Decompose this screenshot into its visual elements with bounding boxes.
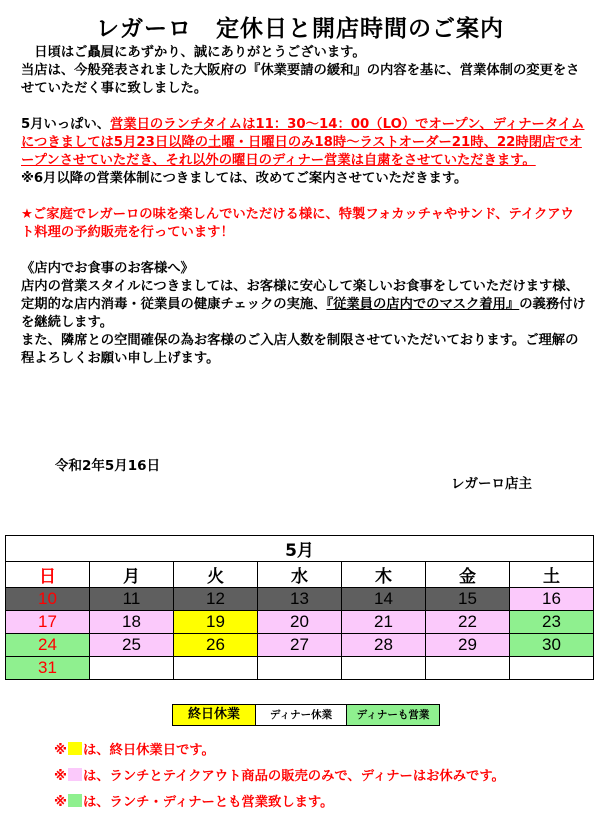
note-full-closed	[54, 738, 505, 764]
day-cell: 17	[6, 611, 90, 634]
weekday-sat: 土	[510, 562, 594, 588]
notice-body	[21, 44, 586, 368]
day-cell	[342, 657, 426, 680]
note-prefix: ※	[54, 795, 67, 810]
day-cell: 18	[90, 611, 174, 634]
day-cell	[426, 657, 510, 680]
owner-signature: レガーロ店主	[451, 476, 532, 492]
day-cell: 26	[174, 634, 258, 657]
yellow-swatch-icon	[68, 742, 82, 755]
legend-full-closed: 終日休業	[173, 705, 256, 725]
day-cell: 15	[426, 588, 510, 611]
day-cell	[174, 657, 258, 680]
note-prefix: ※	[54, 743, 67, 758]
day-cell: 19	[174, 611, 258, 634]
day-cell: 11	[90, 588, 174, 611]
day-cell: 14	[342, 588, 426, 611]
day-cell: 25	[90, 634, 174, 657]
day-cell	[510, 657, 594, 680]
green-swatch-icon	[68, 794, 82, 807]
weekday-tue: 火	[174, 562, 258, 588]
mask-rule: 『従業員の店内でのマスク着用』	[326, 297, 520, 312]
day-cell: 12	[174, 588, 258, 611]
weekday-thu: 木	[342, 562, 426, 588]
legend-dinner-open: ディナーも営業	[347, 705, 439, 725]
day-cell: 21	[342, 611, 426, 634]
seating-notice: また、隣席との空間確保の為お客様のご入店人数を制限させていただいております。ご理解の程よろしくお願い申し上げます。	[21, 333, 579, 366]
page-title: レガーロ 定休日と開店時間のご案内	[96, 16, 504, 42]
day-cell: 22	[426, 611, 510, 634]
day-cell: 16	[510, 588, 594, 611]
day-cell: 13	[258, 588, 342, 611]
may-schedule	[21, 116, 586, 170]
day-cell: 20	[258, 611, 342, 634]
calendar-week	[6, 634, 594, 657]
intro-text: 当店は、今般発表されました大阪府の『休業要請の緩和』の内容を基に、営業体制の変更をさせていただく事に致しました。	[21, 63, 580, 96]
day-cell: 23	[510, 611, 594, 634]
notice-date: 令和2年5月16日	[55, 458, 161, 474]
dine-in-text	[21, 278, 586, 332]
may-hours-text: 営業日のランチタイムは11：30～14：00（LO）でオープン、ディナータイムにつきましては5月23日以降の土曜・日曜日のみ18時～ラストオーダー21時、22時閉店でオープンさせていただき、それ以外の曜日のディナー営業は自粛をさせていただきます。	[21, 117, 585, 168]
dine-in-heading: 《店内でお食事のお客様へ》	[21, 261, 194, 276]
may-lead: 5月いっぱい、	[21, 117, 111, 132]
day-cell: 28	[342, 634, 426, 657]
day-cell: 30	[510, 634, 594, 657]
june-notice: ※6月以降の営業体制につきましては、改めてご案内させていただきます。	[21, 171, 468, 186]
dine-in-text-1: 店内の営業スタイルにつきましては、お客様に安心して楽しいお食事をしていただけます様、定期的な店内消毒・従業員の健康チェックの実施、	[21, 279, 579, 312]
note-prefix: ※	[54, 769, 67, 784]
legend-notes	[54, 738, 505, 816]
weekday-fri: 金	[426, 562, 510, 588]
weekday-wed: 水	[258, 562, 342, 588]
weekday-mon: 月	[90, 562, 174, 588]
day-cell: 24	[6, 634, 90, 657]
calendar-month: 5月	[6, 536, 594, 562]
pink-swatch-icon	[68, 768, 82, 781]
calendar-week	[6, 657, 594, 680]
note-green-text: は、ランチ・ディナーとも営業致します。	[82, 795, 334, 810]
day-cell: 27	[258, 634, 342, 657]
may-calendar	[5, 535, 594, 680]
calendar-week	[6, 611, 594, 634]
calendar-week	[6, 588, 594, 611]
calendar-legend	[172, 704, 440, 726]
day-cell: 10	[6, 588, 90, 611]
day-cell	[90, 657, 174, 680]
day-cell: 29	[426, 634, 510, 657]
legend-dinner-closed: ディナー休業	[256, 705, 347, 725]
takeout-notice: ★ご家庭でレガーロの味を楽しんでいただける様に、特製フォカッチャやサンド、テイクアウト料理の予約販売を行っています！	[21, 207, 574, 240]
weekday-sun: 日	[6, 562, 90, 588]
note-all-open	[54, 790, 505, 816]
day-cell: 31	[6, 657, 90, 680]
note-yellow-text: は、終日休業日です。	[82, 743, 215, 758]
note-dinner-closed	[54, 764, 505, 790]
day-cell	[258, 657, 342, 680]
note-pink-text: は、ランチとテイクアウト商品の販売のみで、ディナーはお休みです。	[82, 769, 505, 784]
dine-in-text-2: の義務付けを継続します。	[21, 297, 586, 330]
greeting-text: 日頃はご贔屓にあずかり、誠にありがとうございます。	[21, 45, 366, 60]
